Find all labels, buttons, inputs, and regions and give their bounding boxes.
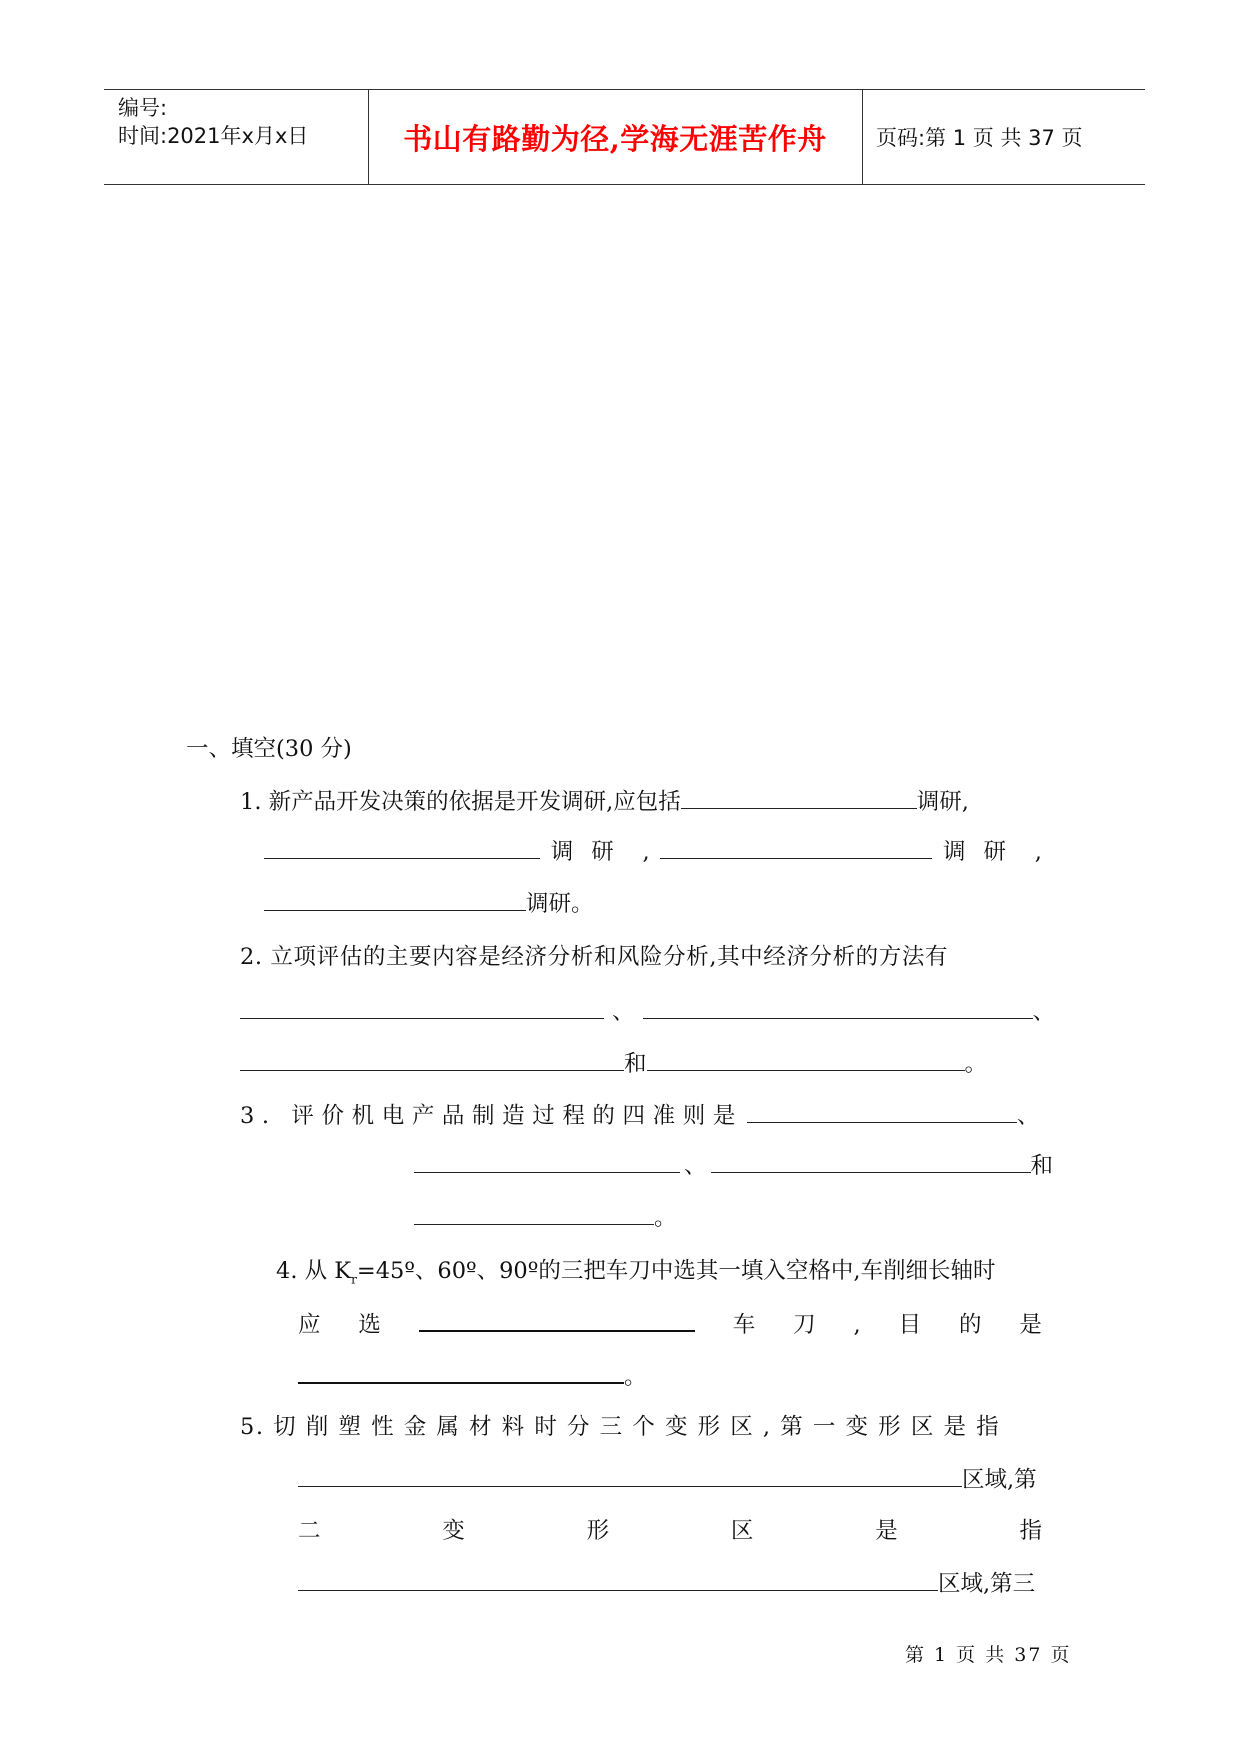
q1-comma: , (642, 839, 650, 865)
q3-and: 和 (1030, 1153, 1054, 1179)
answer-blank[interactable] (414, 1202, 654, 1225)
q5-word: 形 (586, 1518, 610, 1544)
question-3-line-3 (414, 1202, 677, 1233)
answer-blank[interactable] (643, 996, 1033, 1019)
q4-lead-rest: =45º、60º、90º的三把车刀中选其一填入空格中,车削细长轴时 (356, 1258, 996, 1284)
question-1-line-3 (264, 888, 594, 919)
q1-after: 调研, (916, 789, 969, 815)
q1-word: 调研 (943, 839, 1025, 865)
answer-blank[interactable] (419, 1308, 695, 1332)
answer-blank[interactable] (681, 786, 917, 809)
time-label: 时间:2021年x月x日 (118, 124, 309, 148)
q3-sep: 、 (684, 1153, 707, 1179)
q4-word: , (853, 1312, 861, 1338)
q5-word: 变 (442, 1518, 465, 1544)
answer-blank[interactable] (711, 1150, 1031, 1173)
q5-word: 指 (1019, 1518, 1042, 1544)
q2-sep: 、 (1032, 999, 1056, 1025)
answer-blank[interactable] (414, 1150, 680, 1173)
header-meta (118, 94, 308, 150)
q2-sep: 、 (612, 999, 635, 1025)
q4-word: 车 (732, 1312, 756, 1338)
serial-label: 编号: (118, 96, 168, 120)
answer-blank[interactable] (647, 1048, 965, 1071)
page-footer: 第 1 页 共 37 页 (905, 1644, 1072, 1666)
question-4-line-2 (298, 1308, 1042, 1340)
divider (862, 90, 863, 184)
question-5-line-1 (240, 1412, 1042, 1442)
answer-blank[interactable] (298, 1568, 938, 1591)
q3-end: 。 (654, 1205, 677, 1231)
q4-word: 目 (898, 1312, 922, 1338)
answer-blank[interactable] (240, 996, 604, 1019)
q4-end: 。 (624, 1364, 647, 1390)
answer-blank[interactable] (264, 836, 540, 859)
question-5-line-4 (298, 1568, 1035, 1599)
q4-lead: 4. 从 K (276, 1258, 352, 1284)
question-4-line-1 (276, 1256, 995, 1295)
q5-after: 区域,第三 (938, 1571, 1036, 1597)
question-5-line-2 (298, 1464, 1037, 1495)
q4-word: 应 (298, 1312, 321, 1338)
section-title: 一、填空(30 分) (186, 736, 352, 762)
q5-word: 是 (875, 1518, 898, 1544)
page-label: 页码:第 1 页 共 37 页 (876, 126, 1083, 150)
q5-after: 区域,第 (962, 1467, 1037, 1493)
q2-and: 和 (624, 1051, 647, 1077)
question-3-line-1 (240, 1100, 1047, 1131)
q1-word: 调研 (550, 839, 632, 865)
question-1-line-1 (240, 786, 969, 817)
q1-comma: , (1034, 839, 1042, 865)
q3-lead: 3. 评价机电产品制造过程的四准则是 (240, 1103, 743, 1129)
question-2-line-1: 2. 立项评估的主要内容是经济分析和风险分析,其中经济分析的方法有 (240, 944, 949, 970)
question-1-line-2 (264, 836, 1042, 867)
question-4-line-3 (298, 1360, 647, 1392)
q4-word: 选 (358, 1312, 381, 1338)
answer-blank[interactable] (298, 1464, 962, 1487)
answer-blank[interactable] (298, 1360, 624, 1384)
answer-blank[interactable] (747, 1100, 1017, 1123)
answer-blank[interactable] (660, 836, 932, 859)
q5-lead: 5. 切 削 塑 性 金 属 材 料 时 分 三 个 变 形 区 , 第 一 变 形 区 是 指 (240, 1414, 1001, 1440)
answer-blank[interactable] (240, 1048, 624, 1071)
q1-lead: 1. 新产品开发决策的依据是开发调研,应包括 (240, 789, 681, 815)
q4-word: 的 (958, 1312, 982, 1338)
header-table (104, 89, 1145, 185)
motto: 书山有路勤为径,学海无涯苦作舟 (403, 121, 827, 156)
q2-end: 。 (964, 1051, 988, 1077)
question-2-line-2 (240, 996, 1055, 1027)
answer-blank[interactable] (264, 888, 526, 911)
question-3-line-2 (414, 1150, 1053, 1181)
question-5-line-3 (298, 1516, 1042, 1546)
q4-word: 是 (1019, 1312, 1042, 1338)
q4-word: 刀 (793, 1312, 816, 1338)
q5-word: 二 (298, 1518, 321, 1544)
q5-word: 区 (730, 1518, 754, 1544)
question-2-line-3 (240, 1048, 987, 1079)
q1-end: 调研。 (526, 891, 594, 917)
q3-sep: 、 (1016, 1103, 1048, 1129)
q4-subscript: r (351, 1272, 357, 1287)
